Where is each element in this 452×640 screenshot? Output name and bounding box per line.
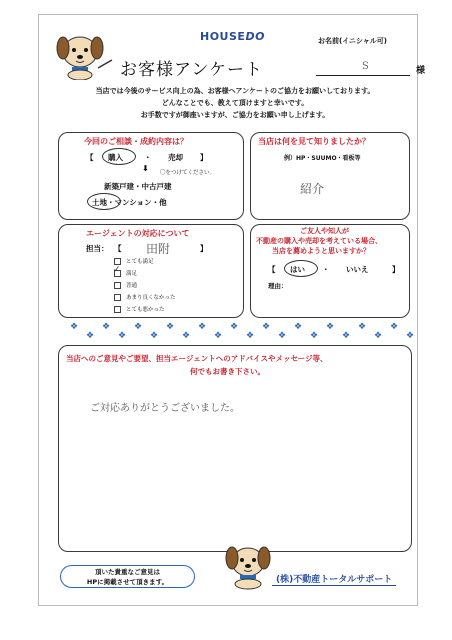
- reason-label: 理由：: [268, 282, 288, 290]
- paw-print-icon: ❖: [102, 322, 111, 332]
- survey-title: お客様アンケート: [120, 60, 263, 80]
- intro-line-3: お手数ですが御座いますが、ご協力をお願い申し上げます。: [140, 111, 330, 119]
- comments-heading-1: 当店へのご意見やご要望、担当エージェントへのアドバイスやメッセージ等、: [66, 354, 328, 363]
- consult-bracket-open: 【: [86, 153, 94, 162]
- paw-print-icon: ❖: [182, 331, 191, 341]
- source-heading: 当店は何を見て知りましたか？: [258, 137, 370, 146]
- paw-print-icon: ❖: [390, 322, 399, 332]
- paw-print-icon: ❖: [246, 331, 255, 341]
- paw-print-icon: ❖: [310, 331, 319, 341]
- paw-print-icon: ❖: [342, 331, 351, 341]
- option-normal: 普通: [126, 283, 138, 289]
- paw-print-icon: ❖: [214, 331, 223, 341]
- property-types-line-1[interactable]: 新築戸建・中古戸建: [104, 182, 172, 191]
- option-no[interactable]: いいえ: [346, 265, 369, 274]
- tanto-bracket-close: 】: [200, 244, 208, 253]
- paw-print-icon: ❖: [374, 331, 383, 341]
- referral-heading-1: ご友人や知人が: [300, 227, 349, 235]
- paw-print-icon: ❖: [406, 331, 415, 341]
- down-arrow-icon: ⬇: [142, 164, 149, 173]
- paw-print-icon: ❖: [294, 322, 303, 332]
- paw-print-icon: ❖: [166, 322, 175, 332]
- source-handwritten-answer: 紹介: [300, 182, 325, 196]
- land-circle-mark: [87, 193, 121, 210]
- dog-mascot-icon: [52, 30, 114, 80]
- intro-line-1: 当店では今後のサービス向上の為、お客様へアンケートのご協力をお願いしております。: [95, 87, 375, 95]
- intro-line-2: どんなことでも、教えて頂けますと幸いです。: [161, 99, 309, 107]
- referral-dot: ・: [322, 265, 330, 274]
- consult-dot: ・: [144, 153, 152, 162]
- paw-print-icon: ❖: [358, 322, 367, 332]
- brand-logo: HOUSEDO: [200, 30, 265, 43]
- checkbox-very-bad[interactable]: [114, 306, 121, 313]
- hp-notice-line-1: 頂いた貴重なご意見は: [95, 568, 160, 576]
- yes-circle-mark: [284, 260, 318, 277]
- consult-heading: 今回のご相談・成約内容は？: [84, 137, 188, 146]
- paw-print-icon: ❖: [86, 331, 95, 341]
- name-handwritten-value: S: [362, 61, 369, 72]
- paw-print-icon: ❖: [198, 322, 207, 332]
- paw-print-icon: ❖: [278, 331, 287, 341]
- comments-heading-2: 何でもお書き下さい。: [190, 367, 265, 376]
- company-name: (株)不動産トータルサポート: [276, 575, 393, 585]
- checkbox-not-good[interactable]: [114, 294, 121, 301]
- option-buy[interactable]: 購入: [108, 153, 123, 162]
- paw-print-icon: ❖: [230, 322, 239, 332]
- consult-bracket-close: 】: [200, 153, 208, 162]
- checkmark-icon: ✓: [113, 265, 121, 275]
- checkbox-normal[interactable]: [114, 282, 121, 289]
- tanto-handwritten-name: 田附: [146, 242, 171, 256]
- referral-bracket-open: 【: [268, 265, 276, 274]
- paw-print-icon: ❖: [118, 331, 127, 341]
- paw-print-icon: ❖: [326, 322, 335, 332]
- consult-note: 〇をつけてください。: [160, 170, 216, 176]
- dog-mascot-bottom-icon: [220, 540, 276, 590]
- option-sell[interactable]: 売却: [168, 153, 183, 162]
- name-input-line[interactable]: [316, 75, 410, 76]
- buy-circle-mark: [102, 148, 136, 165]
- option-not-good: あまり良くなかった: [126, 295, 176, 301]
- hp-notice-line-2: HPに掲載させて頂きます。: [86, 578, 169, 586]
- referral-bracket-close: 】: [392, 265, 400, 274]
- option-satisfied: 満足: [126, 271, 138, 277]
- intro-text: [70, 85, 400, 121]
- option-very-bad: とても悪かった: [126, 307, 165, 313]
- checkbox-very-satisfied[interactable]: [114, 258, 121, 265]
- tanto-label: 担当：: [86, 244, 109, 253]
- paw-print-icon: ❖: [70, 322, 79, 332]
- company-underline: [272, 585, 396, 586]
- agent-heading: エージェントの対応について: [86, 229, 190, 238]
- hp-notice-badge: [60, 565, 195, 588]
- paw-print-icon: ❖: [150, 331, 159, 341]
- source-examples: 例）HP・SUUMO・看板等: [284, 155, 361, 162]
- referral-heading-3: 当店を薦めようと思いますか？: [272, 247, 370, 255]
- comments-handwritten-answer: ご対応ありがとうございました。: [90, 403, 240, 414]
- option-very-satisfied: とても満足: [126, 259, 154, 265]
- tanto-bracket-open: 【: [114, 244, 122, 253]
- name-label: お名前(イニシャル可): [318, 37, 387, 45]
- property-types-line-2[interactable]: 土地・マンション・他: [92, 198, 167, 207]
- referral-heading-2: 不動産の購入や売却を考えている場合、: [256, 237, 382, 245]
- honorific: 様: [416, 66, 426, 76]
- paw-print-icon: ❖: [262, 322, 271, 332]
- option-yes[interactable]: はい: [290, 265, 305, 274]
- paw-print-icon: ❖: [134, 322, 143, 332]
